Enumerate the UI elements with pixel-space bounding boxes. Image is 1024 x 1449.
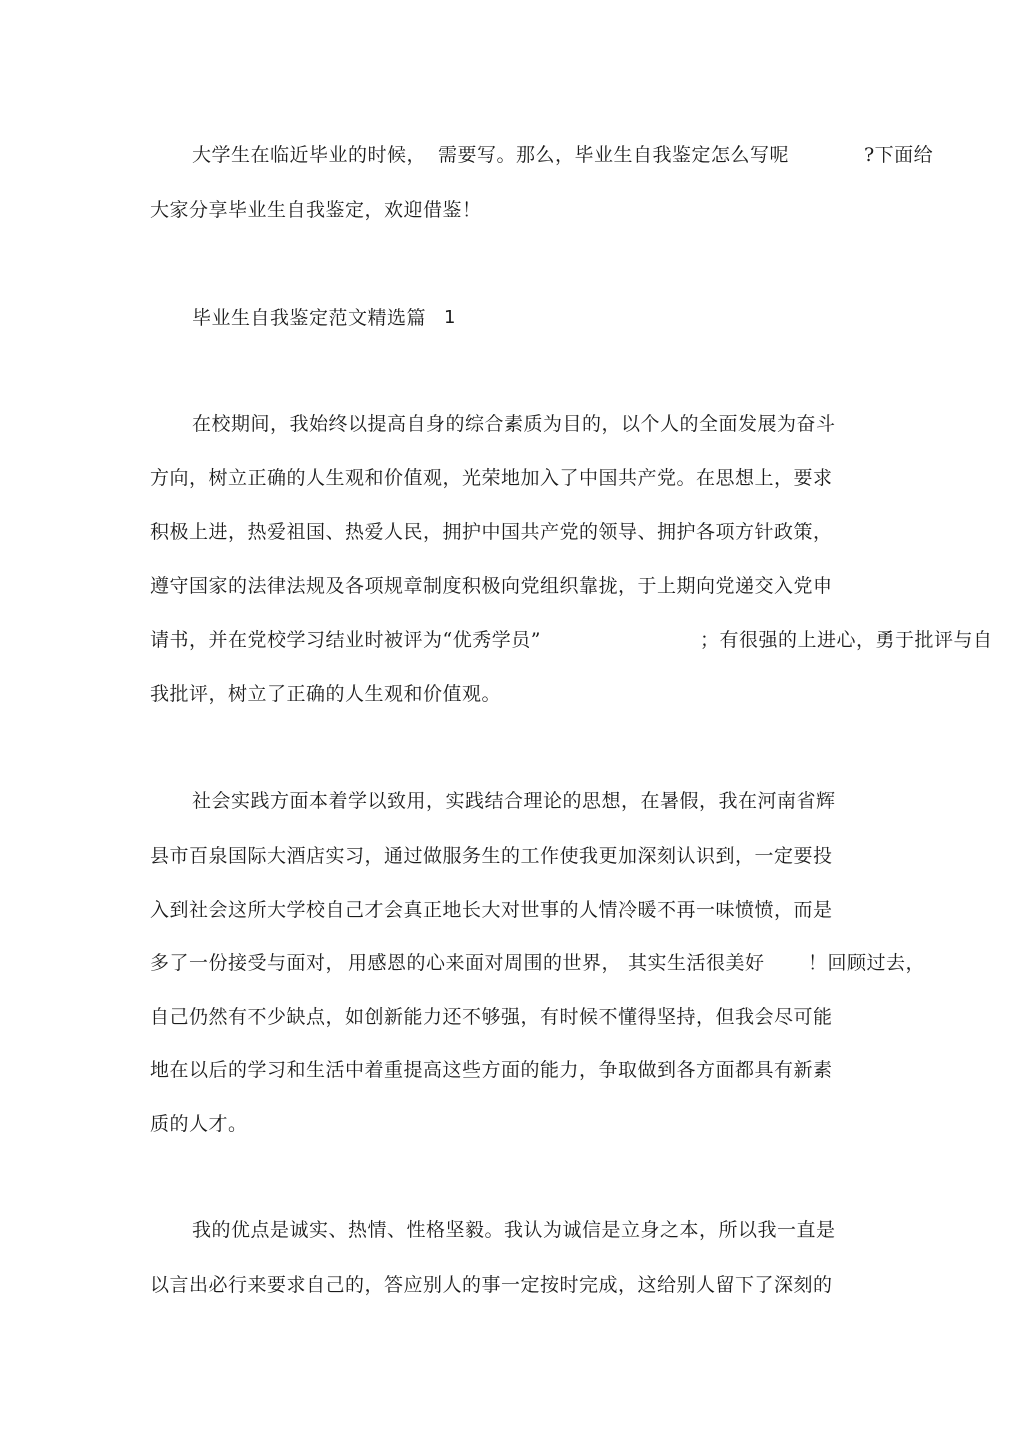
para2-line-4-part-a: 多了一份接受与面对， <box>150 952 346 974</box>
para1-line-3: 积极上进，热爱祖国、热爱人民，拥护中国共产党的领导、拥护各项方针政策， <box>150 521 833 543</box>
heading-number: 1 <box>444 307 456 328</box>
para1-line-6: 我批评，树立了正确的人生观和价值观。 <box>150 683 502 705</box>
para1-line-1: 在校期间，我始终以提高自身的综合素质为目的，以个人的全面发展为奋斗 <box>192 413 836 435</box>
para2-line-4-part-d: ！回顾过去， <box>808 952 926 974</box>
para1-line-5-part-a: 请书，并在党校学习结业时被评为“优秀学员” <box>150 629 541 651</box>
para2-line-1: 社会实践方面本着学以致用，实践结合理论的思想，在暑假，我在河南省辉 <box>192 790 836 812</box>
intro-line-1-part-a: 大学生在临近毕业的时候， <box>192 144 427 166</box>
intro-line-1-part-b: 需要写。那么，毕业生自我鉴定怎么写呢 <box>438 144 790 166</box>
para2-line-5: 自己仍然有不少缺点，如创新能力还不够强，有时候不懂得坚持，但我会尽可能 <box>150 1006 833 1028</box>
para3-line-2: 以言出必行来要求自己的，答应别人的事一定按时完成，这给别人留下了深刻的 <box>150 1274 833 1296</box>
intro-line-1 <box>0 143 1024 167</box>
heading-text: 毕业生自我鉴定范文精选篇 <box>192 307 427 329</box>
para1-line-5-part-b: ；有很强的上进心，勇于批评与自 <box>700 629 993 651</box>
para2-line-4 <box>0 951 1024 975</box>
intro-line-1-part-c: ?下面给 <box>864 144 934 166</box>
para3-line-1: 我的优点是诚实、热情、性格坚毅。我认为诚信是立身之本，所以我一直是 <box>192 1219 836 1241</box>
para2-line-6: 地在以后的学习和生活中着重提高这些方面的能力，争取做到各方面都具有新素 <box>150 1059 833 1081</box>
para2-line-3: 入到社会这所大学校自己才会真正地长大对世事的人情冷暖不再一味愤愤，而是 <box>150 899 833 921</box>
para2-line-4-part-b: 用感恩的心来面对周围的世界， <box>348 952 622 974</box>
para1-line-4: 遵守国家的法律法规及各项规章制度积极向党组织靠拢，于上期向党递交入党申 <box>150 575 833 597</box>
para1-line-2: 方向，树立正确的人生观和价值观，光荣地加入了中国共产党。在思想上，要求 <box>150 467 833 489</box>
para2-line-7: 质的人才。 <box>150 1113 248 1135</box>
para2-line-2: 县市百泉国际大酒店实习，通过做服务生的工作使我更加深刻认识到，一定要投 <box>150 845 833 867</box>
intro-line-2: 大家分享毕业生自我鉴定，欢迎借鉴！ <box>150 199 482 221</box>
para2-line-4-part-c: 其实生活很美好 <box>628 952 765 974</box>
para1-line-5 <box>0 628 1024 652</box>
section-heading <box>0 306 1024 330</box>
